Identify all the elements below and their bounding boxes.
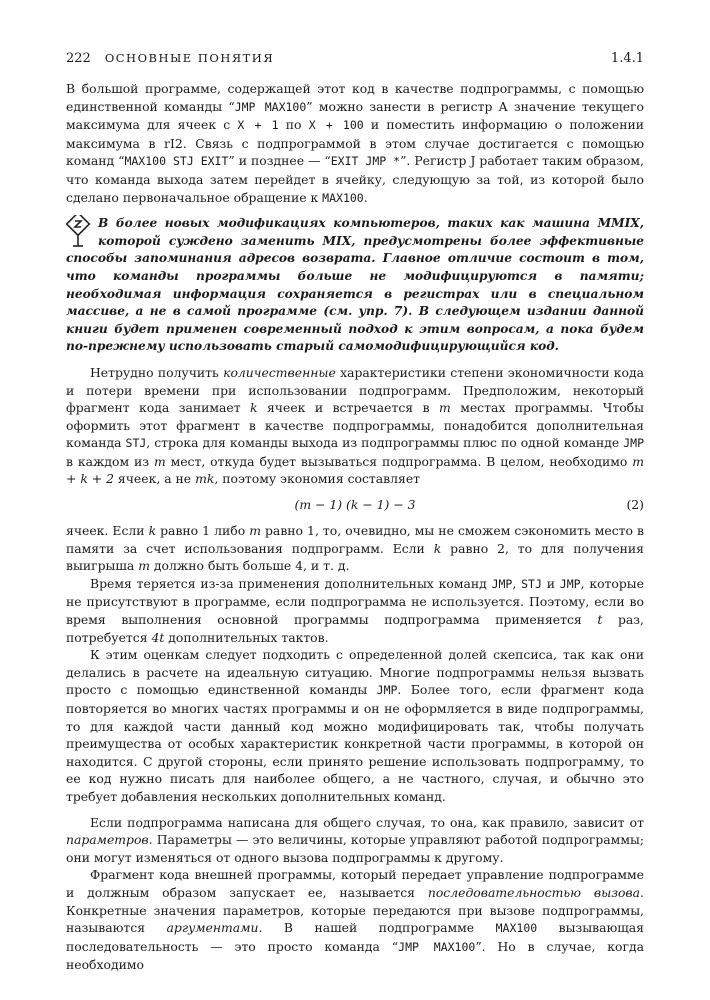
text-run: . Более того, если фрагмент кода повторяется во многих частях программы и он не оформляется в виде подпрограммы, то для каждой части данный код можно модифицировать так, чтобы получать преимущества от особых характеристик конкретной части программы, в которой он находится. С другой стороны, если принято решение использовать подпрограмму, то ее код нужно писать для наиболее общего, а не частного, случая, и обычно это требует добавления нескольких дополнительных команд. (66, 682, 645, 804)
text-run: . (363, 189, 368, 205)
text-run: . Параметры — это величины, которые управляют работой подпрограммы; они могут изменяться от одного вызова подпрограммы к другому. (66, 832, 644, 865)
math-expr: m + k + 2 (66, 453, 644, 487)
text-run: ячеек. Если (66, 523, 149, 539)
math-var: m (138, 558, 150, 574)
text-run: ячеек и встречается в (257, 400, 439, 416)
paragraph-3 (66, 522, 644, 575)
text-run: Если подпрограмма написана для общего случая, то она, как правило, зависит от (90, 814, 644, 830)
text-run: К этим оценкам следует подходить с определенной долей скепсиса, так как они делались в расчете на идеальную ситуацию. Многие подпрограммы нельзя вызвать просто с помощью единственной команды (66, 647, 644, 698)
text-run: , которые не присутствуют в программе, если подпрограмма не используется. Поэтому, если во время выполнения основной программы подпрограмма применяется (66, 575, 644, 628)
text-run: характеристики степени экономичности кода и потери времени при использовании подпрограмм. Предположим, некоторый фрагмент кода занимает (66, 364, 644, 416)
text-run: , строка для команды выхода из подпрограммы плюс по одной команде (146, 435, 624, 451)
text-run: вызывающая последовательность — это просто команда “ (66, 920, 644, 954)
math-var: m (249, 523, 261, 539)
paragraph-7 (66, 866, 644, 974)
math-var: m (153, 453, 166, 469)
code-run: JMP MAX100 (234, 99, 307, 114)
paragraph-1 (66, 80, 644, 207)
text-run: , поэтому экономия составляет (214, 471, 421, 487)
emphasis: количественные (223, 364, 336, 380)
code-run: JMP (376, 683, 398, 698)
text-run: Фрагмент кода внешней программы, который передает управление подпрограмме и должным образом запускает ее, называется (66, 867, 644, 900)
page-number: 222 (66, 50, 91, 66)
running-header (66, 48, 644, 68)
math-expr: 4t (151, 629, 165, 645)
code-run: MAX100 STJ EXIT (124, 154, 229, 169)
code-run: X + 100 (308, 118, 364, 133)
equation-number: (2) (626, 497, 644, 513)
code-run: STJ (125, 436, 147, 451)
paragraph-2 (66, 364, 644, 488)
text-run: раз, потребуется (66, 612, 644, 645)
text-run: равно 1 либо (156, 523, 250, 539)
code-run: JMP MAX100 (398, 939, 476, 954)
code-run: X + 1 (237, 118, 279, 133)
text-run: ”. Но в случае, когда необходимо (66, 938, 644, 973)
text-run: по (278, 117, 309, 133)
text-run: , (512, 575, 522, 591)
paragraph-5 (66, 646, 644, 805)
text-run: дополнительных тактов. (164, 629, 329, 645)
code-run: JMP (491, 576, 513, 591)
chapter-title: ОСНОВНЫЕ ПОНЯТИЯ (104, 51, 275, 65)
text-run: равно 1, то, очевидно, мы не сможем сэкономить место в памяти за счет использования подпрограмм. Если (66, 523, 644, 556)
text-run: и (541, 575, 560, 591)
paragraph-4 (66, 575, 644, 646)
text-run: ”. Регистр J работает таким образом, что команда выхода затем перейдет в ячейку, следующую за той, из которой было сделано первоначальное обращение к (66, 153, 644, 205)
math-var: k (433, 540, 442, 556)
text-run: Время теряется из-за применения дополнительных команд (90, 575, 492, 591)
code-run: JMP (623, 436, 644, 451)
note-text: В более новых модификациях компьютеров, таких как машина MMIX, которой суждено заменить MIX, предусмотрены более эффективные способы запоминания адресов возврата. Главное отличие состоит в том, что команды программы больше не модифицируются в памяти; необходимая информация сохраняется в регистрах или в специальном массиве, а не в самой программе (см. упр. 7). В следующем издании данной книги будет применен современный подход к этим вопросам, а пока будем по-прежнему использовать старый самомодифицирующийся код. (66, 216, 644, 354)
text-run: ячеек, а не (113, 471, 196, 487)
emphasis: параметров (66, 832, 149, 848)
paragraph-6 (66, 814, 644, 867)
emphasis: последовательностью вызова (427, 884, 641, 900)
text-run: ” и позднее — “ (228, 153, 331, 169)
code-run: EXIT JMP * (330, 154, 401, 169)
page-body (66, 80, 644, 974)
text-run: местах программы. Чтобы оформить этот фрагмент в качестве подпрограммы, понадобится дополнительная команда (66, 400, 644, 451)
section-number: 1.4.1 (610, 50, 644, 66)
math-var: t (597, 612, 603, 628)
code-run: JMP (559, 576, 581, 591)
math-var: k (250, 400, 258, 416)
text-run: и поместить информацию о положении максимума в rI2. Связь с подпрограммой в этом случае достигается с помощью команд “ (66, 117, 644, 169)
text-run: ” можно занести в регистр A значение текущего максимума для ячеек с (66, 98, 644, 133)
text-run: . В нашей подпрограмме (258, 920, 496, 936)
equation-formula: (m − 1) (k − 1) − 3 (294, 497, 416, 513)
math-var: m (439, 400, 451, 416)
text-run: в каждом из (66, 453, 154, 469)
code-run: MAX100 (495, 921, 538, 936)
dangerous-bend-icon (66, 215, 92, 249)
equation-2 (66, 494, 644, 516)
emphasis: аргументами (166, 920, 259, 936)
code-run: STJ (521, 576, 542, 591)
text-run: должно быть больше 4, и т. д. (149, 558, 350, 574)
text-run: равно 2, то для получения выигрыша (66, 540, 644, 574)
dangerous-bend-note (66, 215, 644, 356)
code-run: MAX100 (322, 190, 364, 205)
text-run: . Конкретные значения параметров, которые передаются при вызове подпрограммы, называются (66, 884, 644, 936)
math-var: mk (195, 471, 215, 487)
text-run: В большой программе, содержащей этот код в качестве подпрограммы, с помощью единственной команды “ (66, 81, 644, 114)
text-run: мест, откуда будет вызываться подпрограмма. В целом, необходимо (165, 453, 633, 469)
text-run: Нетрудно получить (90, 364, 224, 380)
math-var: k (148, 523, 157, 539)
